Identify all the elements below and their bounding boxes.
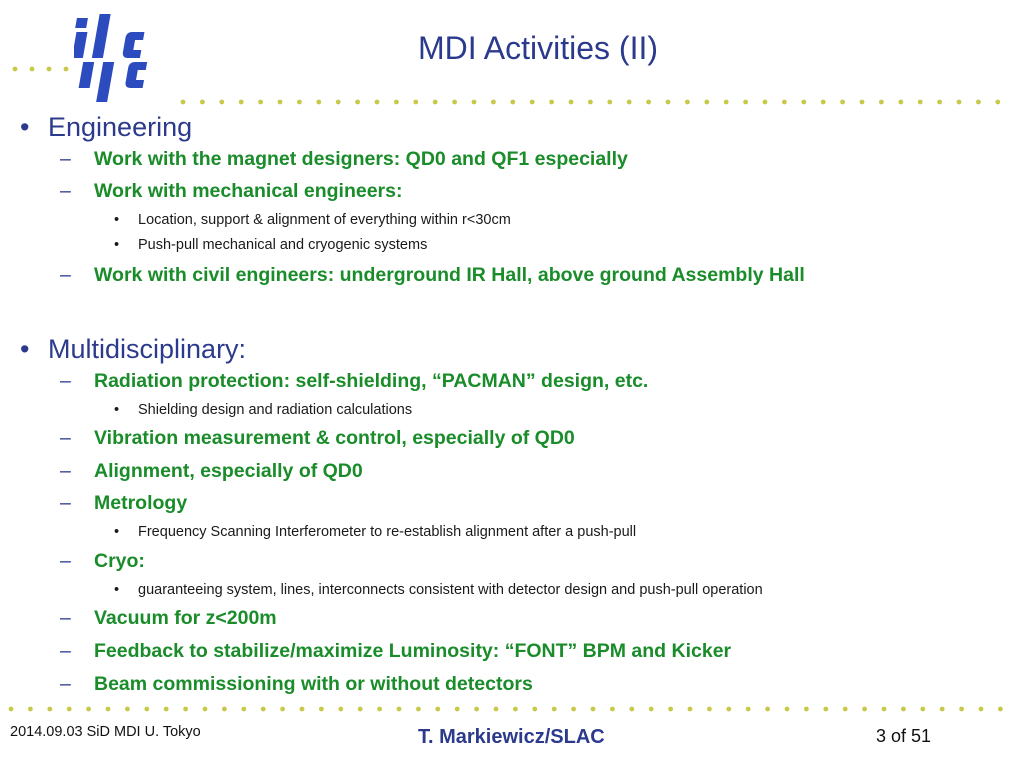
bullet-icon: • — [114, 212, 120, 228]
list-item — [60, 492, 187, 515]
footer-author: T. Markiewicz/SLAC — [418, 726, 605, 748]
sub-list-item-text: Frequency Scanning Interferometer to re-establish alignment after a push-pull — [138, 524, 637, 540]
list-item-text: Alignment, especially of QD0 — [94, 460, 363, 482]
list-item-text: Feedback to stabilize/maximize Luminosity: “FONT” BPM and Kicker — [94, 640, 732, 662]
bullet-icon: • — [20, 112, 30, 142]
list-item-text: Metrology — [94, 492, 188, 514]
list-item — [60, 264, 805, 287]
list-item-text: Radiation protection: self-shielding, “PACMAN” design, etc. — [94, 370, 649, 392]
bullet-icon: • — [114, 402, 120, 418]
list-item-text: Cryo: — [94, 550, 145, 572]
dash-icon: – — [60, 492, 71, 514]
footer-date-event: 2014.09.03 SiD MDI U. Tokyo — [10, 724, 201, 740]
bullet-icon: • — [20, 334, 30, 364]
sub-list-item — [114, 237, 427, 253]
list-item — [60, 148, 628, 171]
footer-page-number: 3 of 51 — [876, 726, 932, 746]
sub-list-item-text: guaranteeing system, lines, interconnects consistent with detector design and push-pull operation — [138, 582, 763, 598]
bullet-icon: • — [114, 524, 120, 540]
sub-list-item-text: Push-pull mechanical and cryogenic systems — [138, 237, 428, 253]
list-item — [60, 673, 533, 696]
dash-icon: – — [60, 370, 71, 392]
list-item — [60, 370, 648, 393]
section-heading-text: Engineering — [48, 112, 193, 142]
list-item-text: Work with civil engineers: underground IR Hall, above ground Assembly Hall — [94, 264, 805, 286]
list-item — [60, 607, 277, 630]
sub-list-item — [114, 402, 412, 418]
dash-icon: – — [60, 673, 71, 695]
dash-icon: – — [60, 180, 71, 202]
sub-list-item-text: Shielding design and radiation calculations — [138, 402, 413, 418]
dash-icon: – — [60, 264, 71, 286]
dash-icon: – — [60, 427, 71, 449]
sub-list-item — [114, 212, 511, 228]
bullet-icon: • — [114, 237, 120, 253]
list-item — [60, 180, 402, 203]
dash-icon: – — [60, 640, 71, 662]
list-item-text: Work with the magnet designers: QD0 and QF1 especially — [94, 148, 628, 170]
list-item — [60, 640, 731, 663]
dash-icon: – — [60, 550, 71, 572]
list-item-text: Vibration measurement & control, especially of QD0 — [94, 427, 575, 449]
section-heading — [20, 112, 192, 143]
section-heading-text: Multidisciplinary: — [48, 334, 247, 364]
slide-title: MDI Activities (II) — [417, 30, 658, 66]
list-item-text: Vacuum for z<200m — [94, 607, 277, 629]
dash-icon: – — [60, 607, 71, 629]
sub-list-item — [114, 524, 636, 540]
list-item — [60, 550, 145, 573]
bullet-icon: • — [114, 582, 120, 598]
dash-icon: – — [60, 148, 71, 170]
section-heading — [20, 334, 246, 365]
list-item — [60, 460, 363, 483]
sub-list-item — [114, 582, 763, 598]
dash-icon: – — [60, 460, 71, 482]
list-item-text: Beam commissioning with or without detectors — [94, 673, 533, 695]
list-item — [60, 427, 575, 450]
list-item-text: Work with mechanical engineers: — [94, 180, 403, 202]
sub-list-item-text: Location, support & alignment of everything within r<30cm — [138, 212, 511, 228]
dotted-rule-bottom — [8, 706, 1016, 712]
